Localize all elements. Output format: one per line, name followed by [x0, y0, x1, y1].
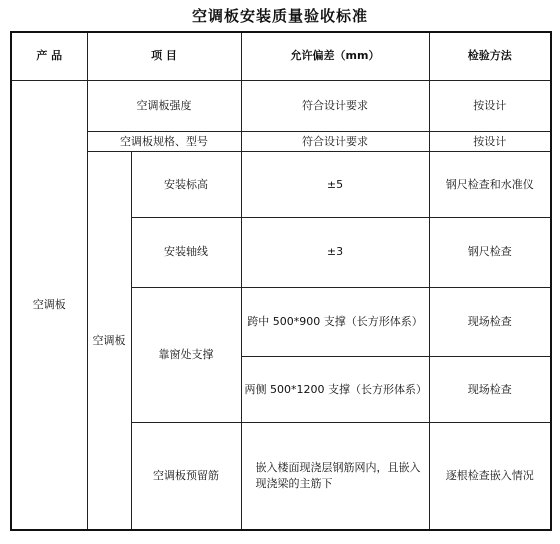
tolerance-cell: 跨中 500*900 支撑（长方形体系） — [241, 287, 429, 357]
header-product: 产 品 — [11, 32, 87, 80]
table-row — [11, 80, 551, 131]
item-cell: 空调板强度 — [87, 80, 241, 131]
table-row — [11, 152, 551, 218]
method-cell: 逐根检查嵌入情况 — [429, 422, 551, 530]
header-method: 检验方法 — [429, 32, 551, 80]
header-tolerance: 允许偏差（mm） — [241, 32, 429, 80]
item-cell: 空调板预留筋 — [131, 422, 241, 530]
group-label-cell: 空调板 — [87, 152, 131, 530]
product-cell: 空调板 — [11, 80, 87, 530]
header-item: 项 目 — [87, 32, 241, 80]
tolerance-cell: ±3 — [241, 217, 429, 287]
table-header-row — [11, 32, 551, 80]
tolerance-cell: ±5 — [241, 152, 429, 218]
method-cell: 按设计 — [429, 80, 551, 131]
tolerance-cell: 符合设计要求 — [241, 131, 429, 151]
item-cell: 靠窗处支撑 — [131, 287, 241, 422]
method-cell: 钢尺检查和水准仪 — [429, 152, 551, 218]
table-row — [11, 131, 551, 151]
item-cell: 安装标高 — [131, 152, 241, 218]
method-cell: 钢尺检查 — [429, 217, 551, 287]
tolerance-cell: 符合设计要求 — [241, 80, 429, 131]
item-cell: 安装轴线 — [131, 217, 241, 287]
acceptance-standards-table — [10, 31, 552, 531]
method-cell: 按设计 — [429, 131, 551, 151]
method-cell: 现场检查 — [429, 287, 551, 357]
tolerance-cell: 两侧 500*1200 支撑（长方形体系） — [241, 357, 429, 423]
item-cell: 空调板规格、型号 — [87, 131, 241, 151]
document-title: 空调板安装质量验收标准 — [191, 7, 368, 25]
method-cell: 现场检查 — [429, 357, 551, 423]
tolerance-cell: 嵌入楼面现浇层钢筋网内，且嵌入现浇梁的主筋下 — [241, 422, 429, 530]
